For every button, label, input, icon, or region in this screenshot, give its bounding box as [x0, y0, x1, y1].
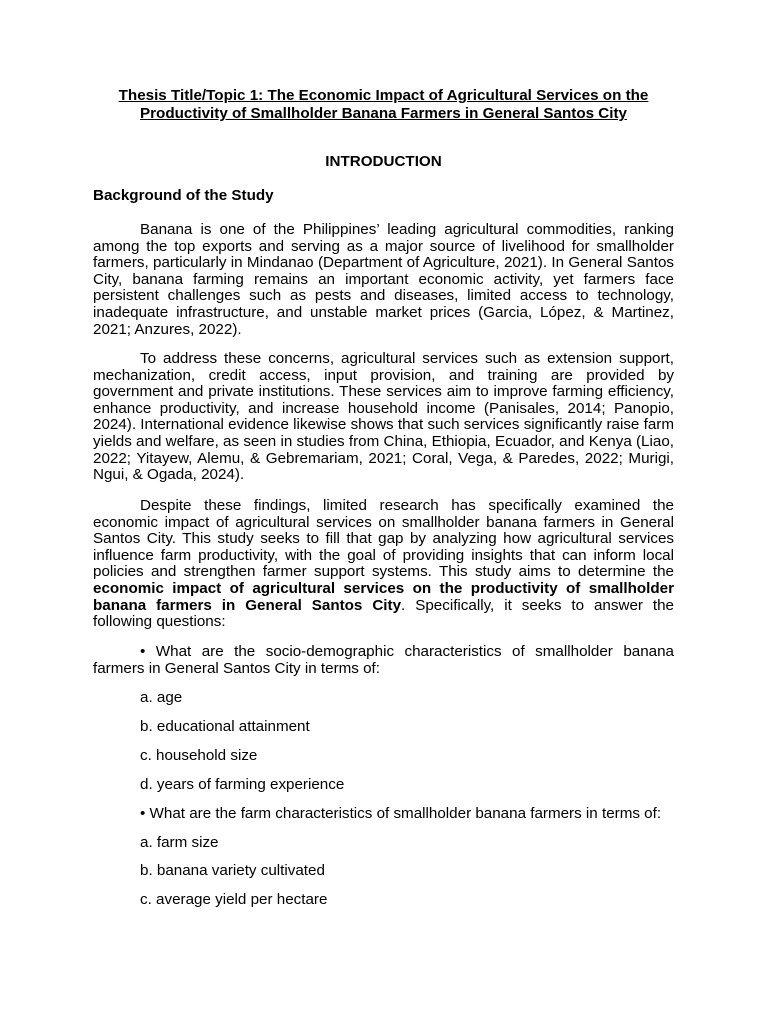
paragraph-3-start: Despite these findings, limited research has specifically examined the economic impact of agricultural services on smallholder banana farmers in General Santos City. This study seeks to fill that gap by analyzing how agricultural services influence farm productivity, with the goal of providing insights that can inform local policies and strengthen farmer support systems. This study aims to determine the [93, 497, 674, 581]
question-1-item: a. age [140, 689, 183, 706]
question-1: • What are the socio-demographic characteristics of smallholder banana farmers in General Santos City in terms of: [93, 643, 674, 677]
introduction-heading: INTRODUCTION [325, 153, 442, 170]
question-2-item: b. banana variety cultivated [140, 862, 325, 879]
research-aim: economic impact of agricultural services on the productivity of smallholder banana farmers in General Santos City [93, 579, 674, 614]
paragraph-3 [93, 498, 674, 631]
question-2-item: c. average yield per hectare [140, 891, 328, 908]
paragraph-2: To address these concerns, agricultural services such as extension support, mechanization, credit access, input provision, and training are provided by government and private institutions. These services aim to improve farming efficiency, enhance productivity, and increase household income (Panisales, 2014; Panopio, 2024). International evidence likewise shows that such services significantly raise farm yields and welfare, as seen in studies from China, Ethiopia, Ecuador, and Kenya (Liao, 2022; Yitayew, Alemu, & Gebremariam, 2021; Coral, Vega, & Paredes, 2022; Murigi, Ngui, & Ogada, 2024). [93, 350, 674, 484]
question-1-item: b. educational attainment [140, 718, 310, 735]
question-2: • What are the farm characteristics of smallholder banana farmers in terms of: [140, 805, 662, 822]
paragraph-1: Banana is one of the Philippines’ leading agricultural commodities, ranking among the top exports and serving as a major source of livelihood for smallholder farmers, particularly in Mindanao (Department of Agriculture, 2021). In General Santos City, banana farming remains an important economic activity, yet farmers face persistent challenges such as pests and diseases, limited access to technology, inadequate infrastructure, and unstable market prices (Garcia, López, & Martinez, 2021; Anzures, 2022). [93, 221, 674, 338]
thesis-title: Thesis Title/Topic 1: The Economic Impact of Agricultural Services on the Productivity of Smallholder Banana Farmers in General Santos City [118, 87, 649, 122]
question-1-item: d. years of farming experience [140, 776, 345, 793]
question-1-item: c. household size [140, 747, 258, 764]
background-heading: Background of the Study [93, 187, 274, 204]
question-2-item: a. farm size [140, 834, 219, 851]
paragraph-3-end: . Specifically, it seeks to answer the following questions: [93, 596, 675, 631]
